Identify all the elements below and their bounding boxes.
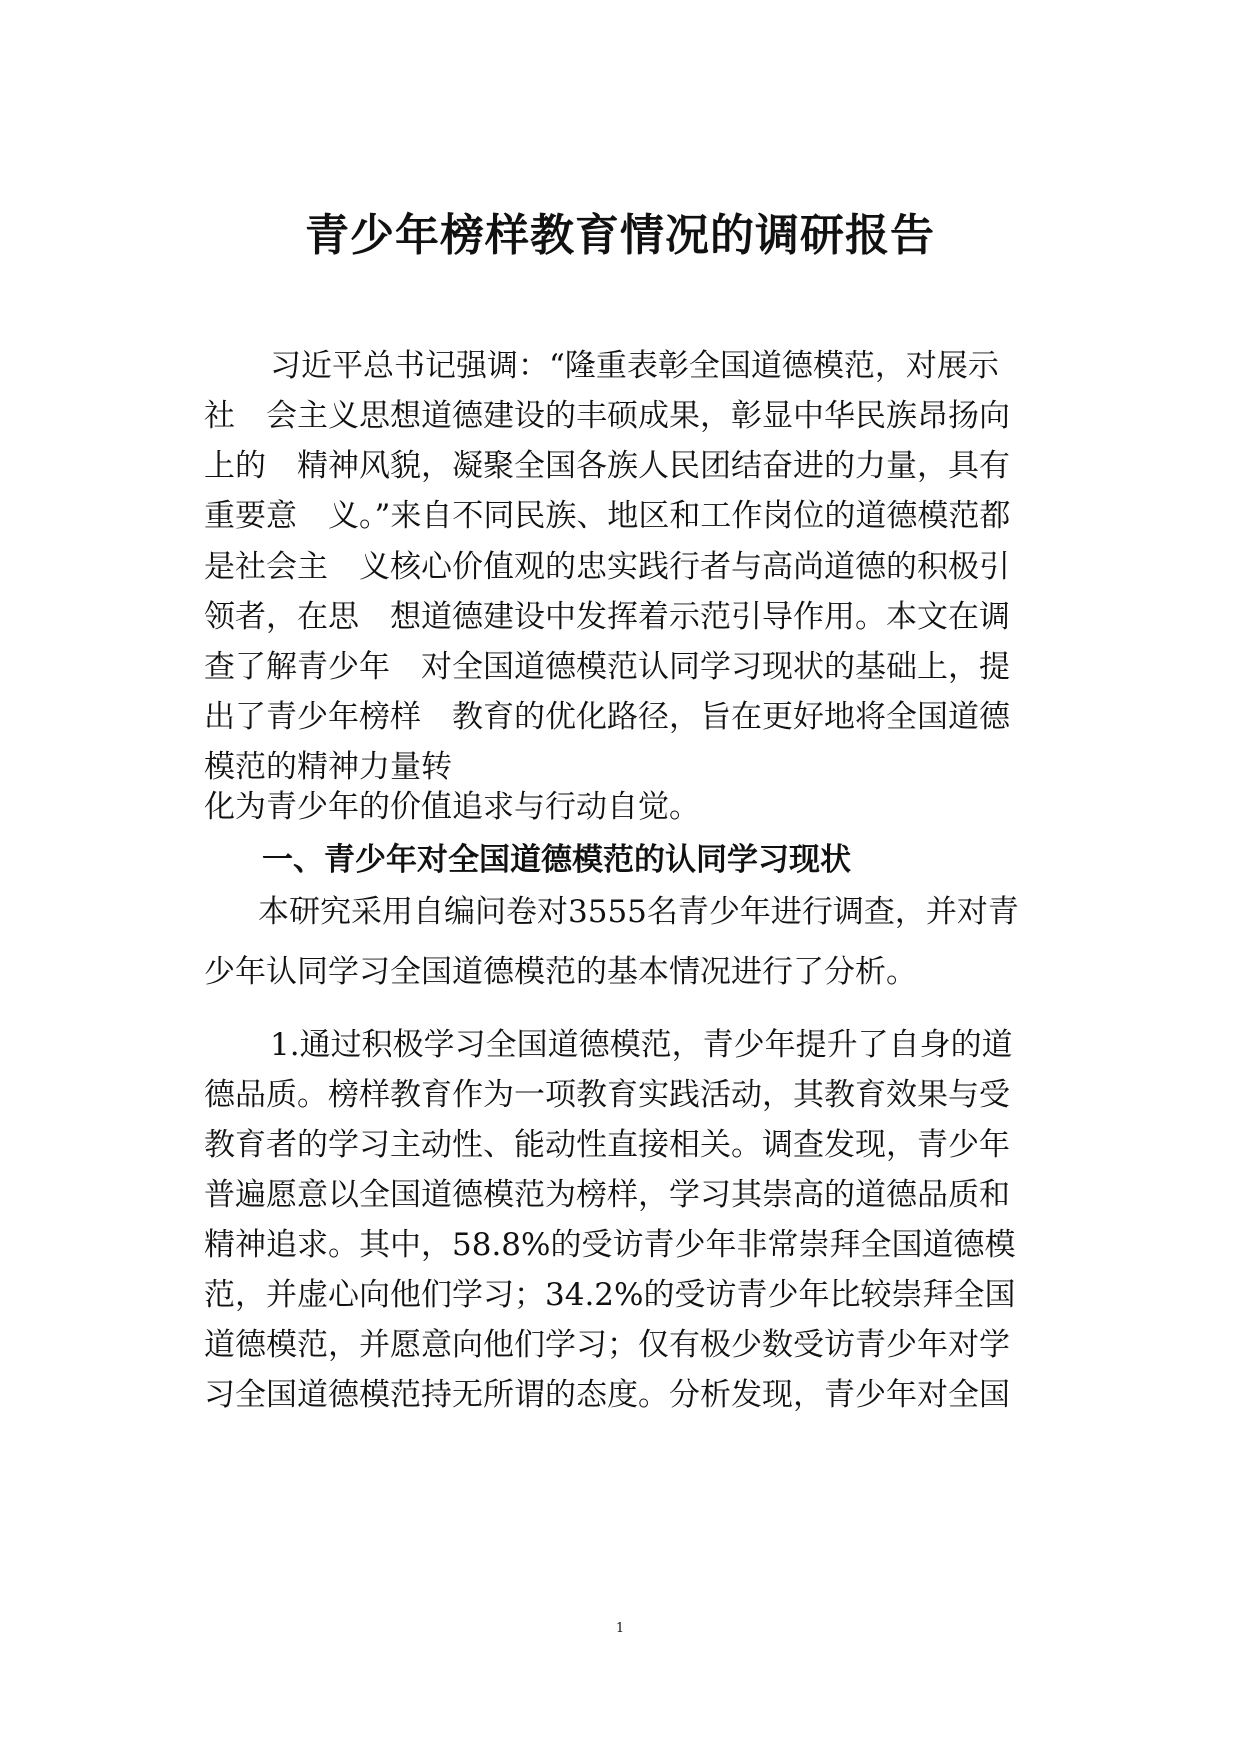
point-line: 范，并虚心向他们学习；34.2%的受访青少年比较崇拜全国 — [204, 1277, 1016, 1313]
point-line: 精神追求。其中，58.8%的受访青少年非常崇拜全国道德模 — [204, 1227, 1016, 1263]
intro-line: 习近平总书记强调：“隆重表彰全国道德模范，对展示 — [270, 348, 999, 384]
point-line: 1.通过积极学习全国道德模范，青少年提升了自身的道 — [270, 1027, 1013, 1063]
intro-line: 领者，在思 想道德建设中发挥着示范引导作用。本文在调 — [204, 599, 1010, 635]
point-line: 教育者的学习主动性、能动性直接相关。调查发现，青少年 — [204, 1127, 1010, 1163]
intro-line: 化为青少年的价值追求与行动自觉。 — [204, 789, 700, 825]
intro-line: 模范的精神力量转 — [204, 749, 452, 785]
point-line: 德品质。榜样教育作为一项教育实践活动，其教育效果与受 — [204, 1077, 1010, 1113]
point-line: 普遍愿意以全国道德模范为榜样，学习其崇高的道德品质和 — [204, 1177, 1010, 1213]
point-line: 习全国道德模范持无所谓的态度。分析发现，青少年对全国 — [204, 1377, 1010, 1413]
intro-line: 出了青少年榜样 教育的优化路径，旨在更好地将全国道德 — [204, 699, 1010, 735]
page-number: 1 — [615, 1621, 625, 1636]
section-line: 本研究采用自编问卷对3555名青少年进行调查，并对青 — [258, 894, 1019, 930]
intro-line: 查了解青少年 对全国道德模范认同学习现状的基础上，提 — [204, 649, 1010, 685]
intro-line: 是社会主 义核心价值观的忠实践行者与高尚道德的积极引 — [204, 549, 1010, 585]
intro-line: 上的 精神风貌，凝聚全国各族人民团结奋进的力量，具有 — [204, 448, 1010, 484]
point-line: 道德模范，并愿意向他们学习；仅有极少数受访青少年对学 — [204, 1327, 1010, 1363]
section-heading: 一、青少年对全国道德模范的认同学习现状 — [262, 842, 851, 878]
section-line: 少年认同学习全国道德模范的基本情况进行了分析。 — [204, 954, 917, 990]
intro-line: 社 会主义思想道德建设的丰硕成果，彰显中华民族昂扬向 — [204, 398, 1010, 434]
intro-line: 重要意 义。”来自不同民族、地区和工作岗位的道德模范都 — [204, 498, 1011, 534]
document-title: 青少年榜样教育情况的调研报告 — [305, 210, 935, 261]
